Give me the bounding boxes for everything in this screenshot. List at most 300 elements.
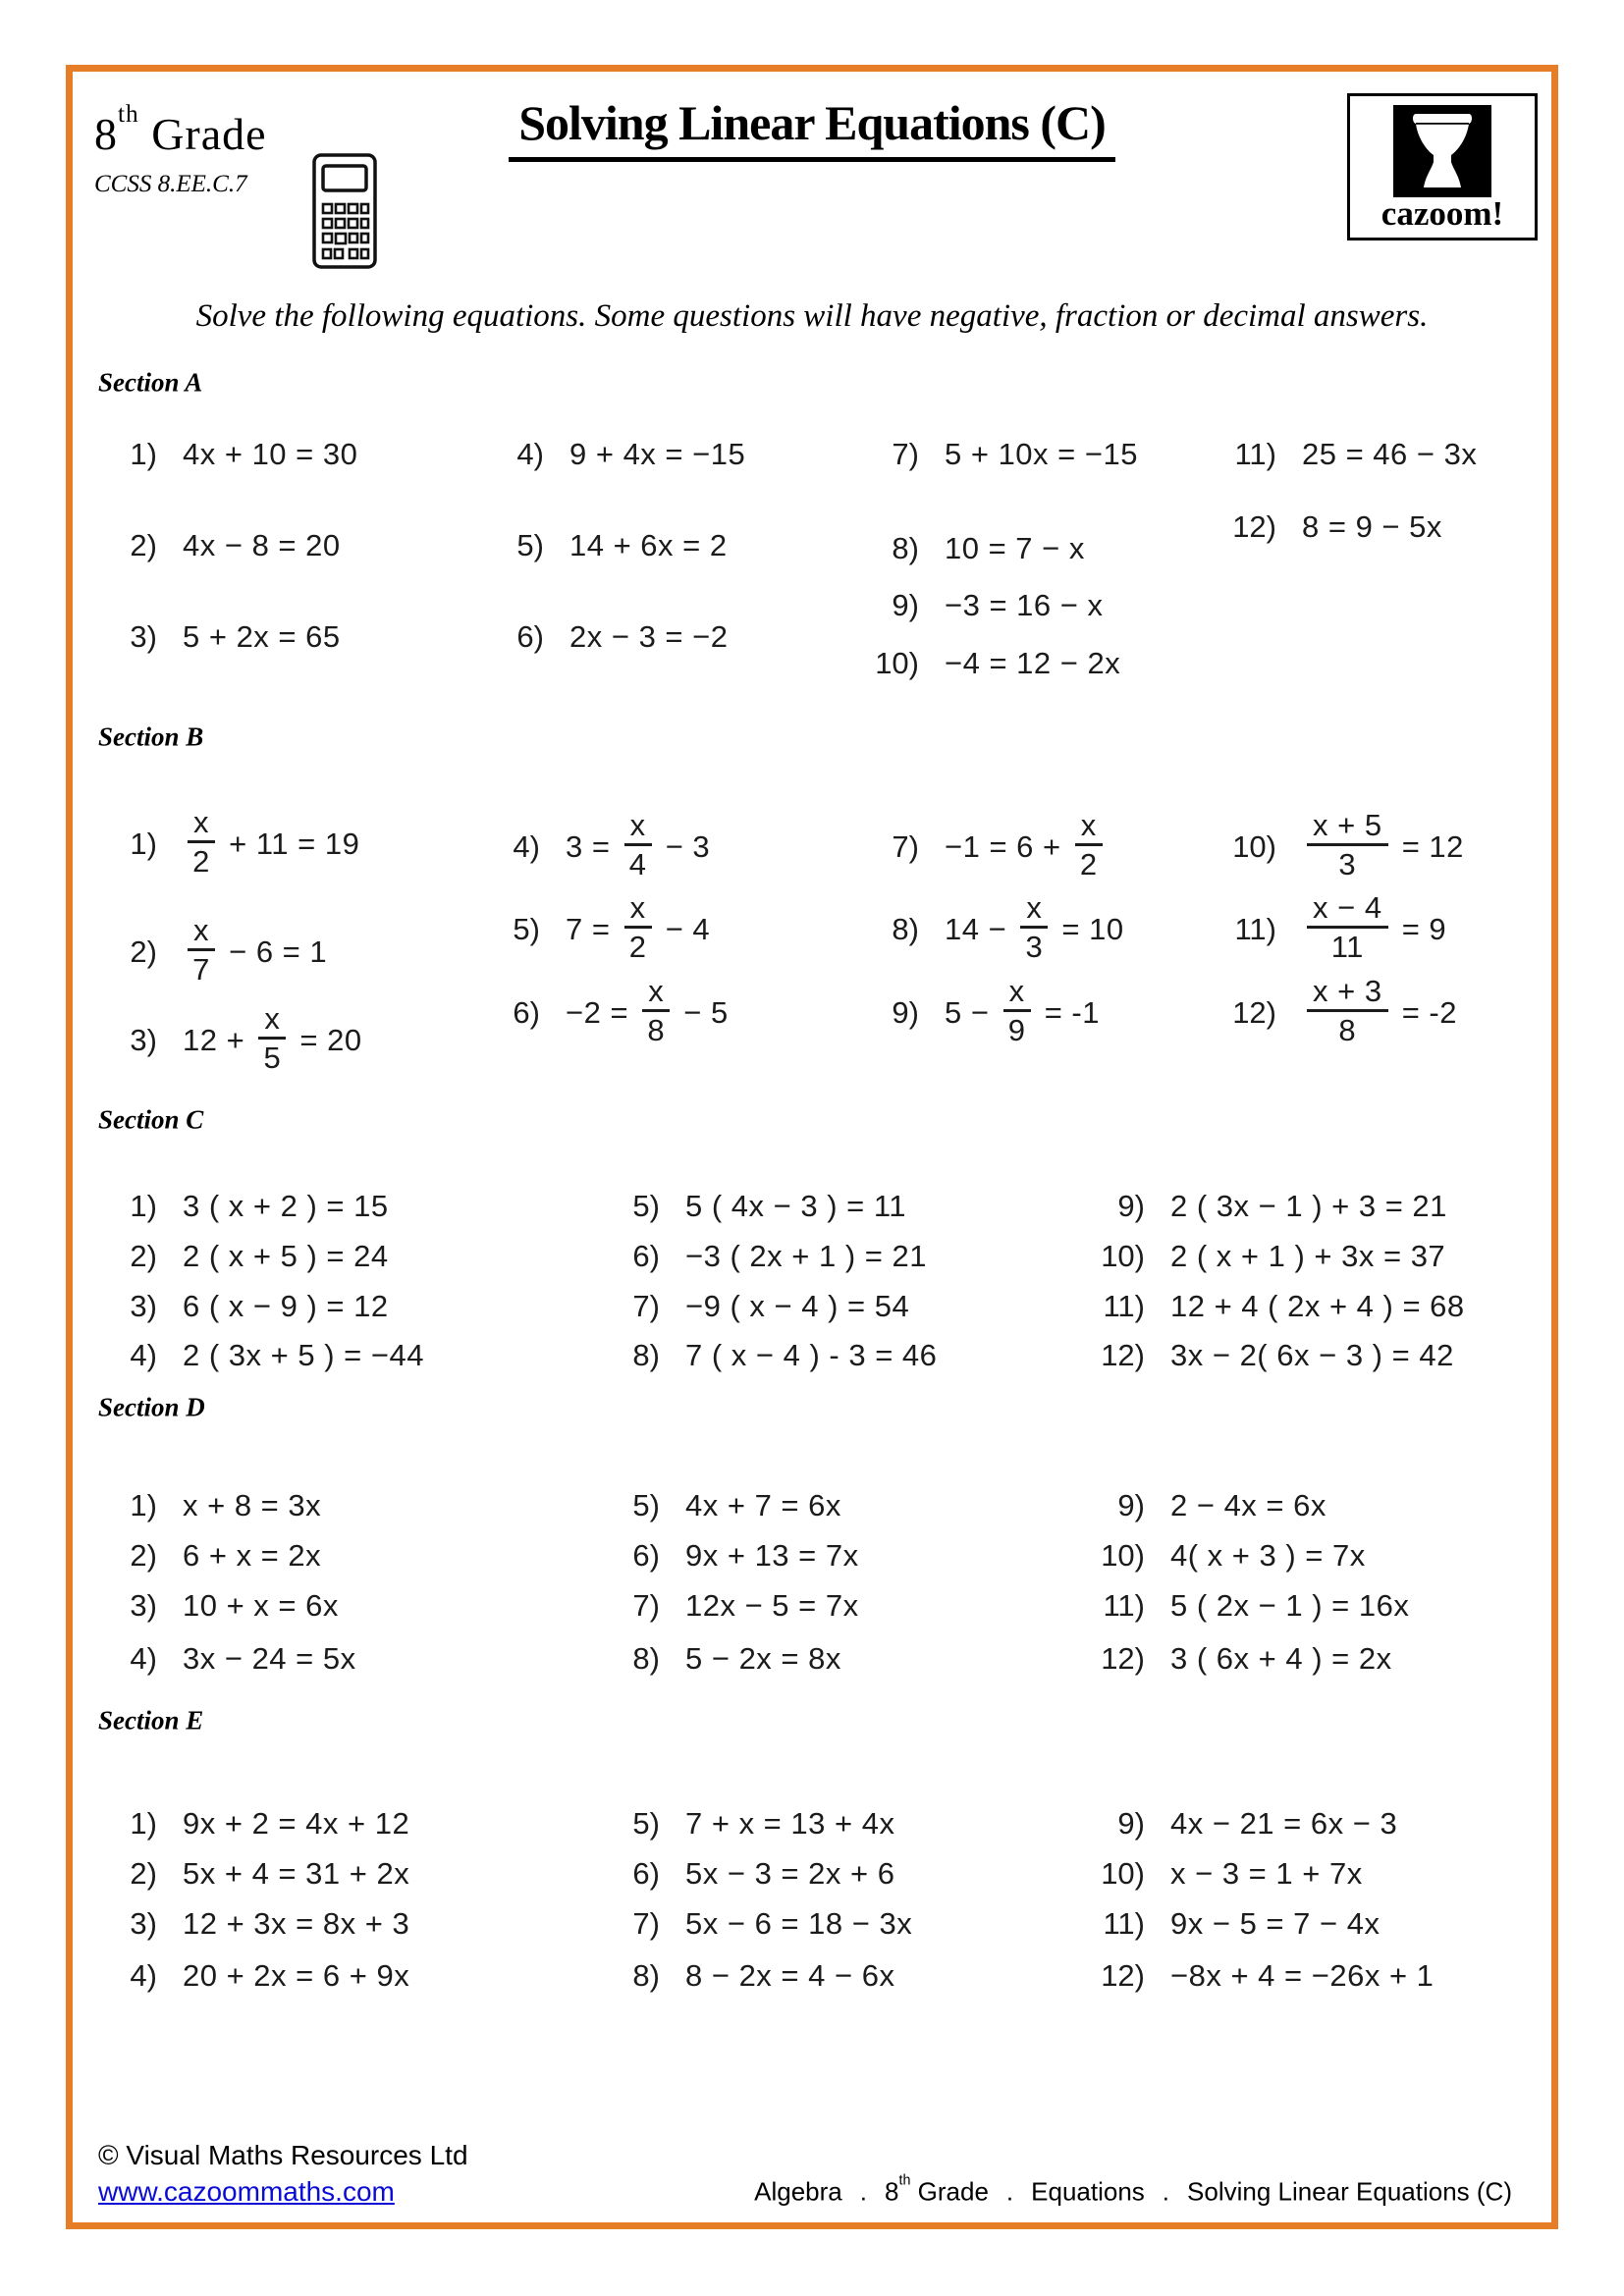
equation-text: 14 + 6x = 2 [569, 528, 728, 562]
equation-item [601, 1958, 894, 1994]
equation [1170, 1906, 1380, 1941]
equation-item [1086, 1338, 1454, 1373]
equation-item [860, 808, 1108, 885]
footer-copyright: © Visual Maths Resources Ltd [98, 2140, 468, 2170]
equation [183, 1538, 321, 1573]
question-number: 9) [1117, 1806, 1145, 1841]
equation-text: + 11 = 19 [220, 827, 360, 862]
equation-text: 4x + 10 = 30 [183, 437, 358, 471]
equation-item [98, 1806, 409, 1842]
equation-item [601, 1588, 859, 1624]
equation [183, 619, 341, 654]
equation [685, 1239, 927, 1273]
equation [183, 1239, 389, 1273]
equation [1170, 1641, 1392, 1676]
equation [1170, 1588, 1409, 1623]
equation-text: 5 − [945, 995, 999, 1031]
calculator-icon [312, 153, 377, 274]
equation [945, 974, 1100, 1048]
question-number: 10) [1101, 1856, 1145, 1891]
equation-item [1218, 890, 1447, 968]
equation-item [1086, 1806, 1397, 1842]
equation-text: 3 ( 6x + 4 ) = 2x [1170, 1641, 1392, 1676]
equation [685, 1588, 859, 1623]
fraction-numerator: x [1020, 891, 1048, 929]
equation-text: 20 + 2x = 6 + 9x [183, 1958, 410, 1993]
equation-item [98, 1289, 389, 1324]
fraction [642, 975, 670, 1047]
fraction-denominator: 2 [628, 930, 647, 965]
question-number: 6) [516, 619, 544, 654]
equation-text: 9x + 13 = 7x [685, 1538, 859, 1573]
equation [945, 531, 1085, 565]
equation [685, 1906, 912, 1941]
footer-breadcrumb [754, 2172, 1512, 2208]
equation [183, 1338, 424, 1372]
question-number: 4) [516, 437, 544, 471]
breadcrumb-grade-suffix: th [898, 2172, 911, 2189]
breadcrumb-grade-number: 8 [885, 2176, 899, 2207]
equation-item [481, 974, 729, 1051]
fraction [1307, 891, 1388, 964]
fraction [1307, 975, 1388, 1047]
equation-text: 9 + 4x = −15 [569, 437, 746, 471]
djembe-drum-icon [1393, 105, 1491, 197]
fraction-denominator: 3 [1025, 930, 1044, 965]
question-number: 12) [1101, 1641, 1145, 1676]
equation [1302, 509, 1442, 544]
fraction-denominator: 3 [1338, 847, 1357, 882]
equation-item [98, 805, 360, 882]
equation-item [601, 1641, 841, 1677]
question-number: 9) [892, 588, 919, 622]
section-label: Section C [98, 1104, 204, 1135]
breadcrumb-grade-word: Grade [917, 2176, 989, 2207]
equation [1170, 1289, 1465, 1323]
question-number: 3) [130, 1289, 157, 1323]
question-number: 1) [130, 1806, 157, 1841]
question-number: 10) [1101, 1538, 1145, 1573]
equation-text: = 12 [1392, 829, 1464, 865]
fraction [188, 806, 215, 879]
question-number: 9) [1117, 1189, 1145, 1223]
equation-item [601, 1906, 912, 1942]
equation-text: − 4 [656, 912, 711, 947]
equation [183, 805, 360, 880]
equation-text: 3x − 2( 6x − 3 ) = 42 [1170, 1338, 1454, 1372]
section-label: Section E [98, 1705, 204, 1735]
equation-item [1086, 1538, 1366, 1574]
equation-item [98, 1239, 389, 1274]
breadcrumb-topic: Solving Linear Equations (C) [1187, 2176, 1512, 2207]
fraction-numerator: x [258, 1002, 286, 1040]
equation-item [601, 1289, 909, 1324]
question-number: 2) [130, 1856, 157, 1891]
equation [183, 1588, 339, 1623]
question-number: 5) [632, 1806, 660, 1841]
question-number: 6) [632, 1538, 660, 1573]
equation-item [98, 1189, 389, 1224]
question-number: 12) [1101, 1958, 1145, 1993]
fraction-denominator: 8 [1338, 1013, 1357, 1048]
fraction-denominator: 5 [263, 1041, 282, 1076]
equation [566, 974, 729, 1048]
fraction-denominator: 11 [1330, 930, 1364, 965]
section-label: Section D [98, 1392, 205, 1422]
equation [685, 1538, 859, 1573]
fraction [188, 914, 215, 987]
grade-word: Grade [151, 109, 267, 159]
equation-text: −2 = [566, 995, 638, 1031]
equation-text: 8 − 2x = 4 − 6x [685, 1958, 895, 1993]
equation [1302, 437, 1477, 471]
equation-item [601, 1806, 894, 1842]
equation [1170, 1958, 1434, 1993]
question-number: 12) [1232, 509, 1276, 544]
question-number: 6) [632, 1856, 660, 1891]
equation-item [1086, 1958, 1434, 1994]
question-number: 12) [1232, 995, 1276, 1031]
fraction-numerator: x − 4 [1307, 891, 1388, 929]
fraction-numerator: x + 5 [1307, 809, 1388, 846]
equation-item [860, 588, 1103, 623]
equation-text: 10 + x = 6x [183, 1588, 339, 1623]
equation [1170, 1338, 1454, 1372]
equation-text: − 5 [675, 995, 729, 1031]
equation [685, 1641, 841, 1676]
question-number: 7) [632, 1588, 660, 1623]
question-number: 6) [513, 995, 540, 1031]
equation [183, 437, 357, 471]
fraction [1020, 891, 1048, 964]
equation-item [98, 437, 357, 472]
fraction [624, 891, 652, 964]
equation-text: −3 ( 2x + 1 ) = 21 [685, 1239, 927, 1273]
equation-item [601, 1338, 937, 1373]
fraction [624, 809, 652, 881]
equation-item [860, 890, 1124, 968]
grade-ordinal-suffix: th [118, 99, 139, 128]
page-border [66, 65, 1558, 2229]
equation-text: 14 − [945, 912, 1016, 947]
equation [183, 1856, 409, 1891]
equation-text: −3 = 16 − x [945, 588, 1104, 622]
fraction-numerator: x + 3 [1307, 975, 1388, 1012]
question-number: 1) [130, 437, 157, 471]
equation-text: 5x − 3 = 2x + 6 [685, 1856, 895, 1891]
equation-item [481, 890, 711, 968]
equation [1170, 1189, 1447, 1223]
equation-item [98, 1641, 356, 1677]
equation-text: 6 ( x − 9 ) = 12 [183, 1289, 389, 1323]
equation [183, 1001, 362, 1076]
equation-text: 12 + 3x = 8x + 3 [183, 1906, 410, 1941]
equation-text: 8 = 9 − 5x [1302, 509, 1442, 544]
question-number: 5) [513, 912, 540, 947]
equation-item [1086, 1641, 1392, 1677]
equation-text: 2 ( x + 1 ) + 3x = 37 [1170, 1239, 1446, 1273]
equation-item [98, 1338, 424, 1373]
equation-item [860, 646, 1120, 681]
question-number: 1) [130, 827, 157, 862]
question-number: 9) [1117, 1488, 1145, 1522]
equation-item [860, 437, 1138, 472]
equation-text: x + 8 = 3x [183, 1488, 322, 1522]
question-number: 11) [1234, 437, 1276, 471]
equation-item [1086, 1488, 1326, 1523]
equation [569, 437, 745, 471]
question-number: 4) [130, 1958, 157, 1993]
question-number: 3) [130, 619, 157, 654]
fraction [258, 1002, 286, 1075]
equation [1170, 1239, 1445, 1273]
equation-item [601, 1189, 906, 1224]
equation [1302, 890, 1447, 965]
equation-text: 5 ( 2x − 1 ) = 16x [1170, 1588, 1410, 1623]
fraction-denominator: 8 [647, 1013, 666, 1048]
equation-text: = 10 [1053, 912, 1124, 947]
equation-item [98, 1906, 409, 1942]
equation-item [1086, 1189, 1447, 1224]
equation-text: 12 + 4 ( 2x + 4 ) = 68 [1170, 1289, 1465, 1323]
equation [183, 1189, 389, 1223]
question-number: 7) [892, 829, 919, 865]
fraction [1307, 809, 1388, 881]
question-number: 2) [130, 528, 157, 562]
question-number: 8) [632, 1958, 660, 1993]
equation-text: 12x − 5 = 7x [685, 1588, 859, 1623]
equation-item [1218, 437, 1477, 472]
page-title: Solving Linear Equations (C) [509, 94, 1115, 162]
question-number: 12) [1101, 1338, 1145, 1372]
fraction-numerator: x [188, 914, 215, 951]
question-number: 3) [130, 1906, 157, 1941]
question-number: 7) [632, 1289, 660, 1323]
equation-item [1086, 1856, 1363, 1892]
question-number: 11) [1103, 1289, 1145, 1323]
question-number: 10) [1101, 1239, 1145, 1273]
equation-text: − 3 [656, 829, 711, 865]
equation [685, 1189, 906, 1223]
logo-text: cazoom! [1380, 194, 1504, 233]
equation-item [98, 1588, 339, 1624]
question-number: 8) [632, 1338, 660, 1372]
equation-item [1218, 509, 1442, 545]
equation-item [1086, 1906, 1380, 1942]
equation [183, 1641, 356, 1676]
equation [1170, 1806, 1397, 1841]
equation-text: 4x − 21 = 6x − 3 [1170, 1806, 1398, 1841]
equation-text: 7 = [566, 912, 620, 947]
question-number: 2) [130, 1538, 157, 1573]
equation-item [481, 808, 711, 885]
question-number: 8) [632, 1641, 660, 1676]
fraction [1003, 975, 1031, 1047]
question-number: 3) [130, 1588, 157, 1623]
equation-item [98, 528, 341, 563]
equation-text: x − 3 = 1 + 7x [1170, 1856, 1363, 1891]
breadcrumb-algebra: Algebra [754, 2176, 842, 2207]
equation [1302, 808, 1464, 882]
equation [945, 437, 1138, 471]
equation-text: = -2 [1392, 995, 1457, 1031]
question-number: 5) [632, 1189, 660, 1223]
question-number: 7) [632, 1906, 660, 1941]
equation-text: 2 − 4x = 6x [1170, 1488, 1326, 1522]
fraction-numerator: x [1003, 975, 1031, 1012]
equation [183, 913, 328, 988]
equation [685, 1856, 894, 1891]
fraction-numerator: x [624, 891, 652, 929]
equation [566, 808, 711, 882]
question-number: 11) [1103, 1588, 1145, 1623]
section-label: Section B [98, 721, 204, 752]
equation-text: 2 ( x + 5 ) = 24 [183, 1239, 389, 1273]
equation-item [98, 1856, 409, 1892]
equation [566, 890, 711, 965]
fraction-denominator: 7 [192, 952, 210, 988]
ccss-standard: CCSS 8.EE.C.7 [94, 171, 247, 197]
equation-text: 6 + x = 2x [183, 1538, 322, 1573]
question-number: 2) [130, 934, 157, 970]
equation-text: −4 = 12 − 2x [945, 646, 1121, 680]
question-number: 9) [892, 995, 919, 1031]
grade-number: 8 [94, 109, 118, 159]
equation-text: 2x − 3 = −2 [569, 619, 729, 654]
question-number: 10) [875, 646, 919, 680]
breadcrumb-separator: . [1162, 2176, 1170, 2207]
fraction-numerator: x [1075, 809, 1103, 846]
question-number: 11) [1103, 1906, 1145, 1941]
question-number: 4) [513, 829, 540, 865]
equation-text: −8x + 4 = −26x + 1 [1170, 1958, 1435, 1993]
equation-text: 3 = [566, 829, 620, 865]
equation [945, 588, 1103, 622]
question-number: 8) [892, 531, 919, 565]
equation-text: 4( x + 3 ) = 7x [1170, 1538, 1366, 1573]
equation-item [601, 1538, 859, 1574]
question-number: 1) [130, 1189, 157, 1223]
equation [183, 1958, 409, 1993]
question-number: 4) [130, 1338, 157, 1372]
equation [183, 1806, 409, 1841]
equation [183, 528, 341, 562]
equation [183, 1289, 389, 1323]
equation-text: 2 ( 3x + 5 ) = −44 [183, 1338, 424, 1372]
equation-text: 2 ( 3x − 1 ) + 3 = 21 [1170, 1189, 1447, 1223]
equation [945, 808, 1108, 882]
question-number: 11) [1234, 912, 1276, 947]
equation-item [860, 974, 1100, 1051]
equation-text: − 6 = 1 [220, 934, 328, 970]
equation-text: 5x − 6 = 18 − 3x [685, 1906, 913, 1941]
fraction-denominator: 2 [192, 844, 210, 880]
question-number: 4) [130, 1641, 157, 1676]
fraction-numerator: x [642, 975, 670, 1012]
equation-text: 5 − 2x = 8x [685, 1641, 841, 1676]
equation-item [98, 619, 341, 655]
equation [685, 1958, 894, 1993]
equation-item [860, 531, 1085, 566]
equation [1302, 974, 1457, 1048]
fraction [1075, 809, 1103, 881]
equation-text: 3x − 24 = 5x [183, 1641, 356, 1676]
equation-item [485, 619, 728, 655]
equation [1170, 1538, 1366, 1573]
equation-text: 7 + x = 13 + 4x [685, 1806, 895, 1841]
equation-text: 5 + 2x = 65 [183, 619, 341, 654]
equation-text: 5 + 10x = −15 [945, 437, 1138, 471]
equation-item [1086, 1239, 1445, 1274]
equation-text: 4x + 7 = 6x [685, 1488, 841, 1522]
equation [945, 890, 1124, 965]
equation-text: 7 ( x − 4 ) - 3 = 46 [685, 1338, 938, 1372]
equation-item [98, 1958, 409, 1994]
equation-text: 4x − 8 = 20 [183, 528, 341, 562]
equation-text: −9 ( x − 4 ) = 54 [685, 1289, 910, 1323]
footer-website-link[interactable]: www.cazoommaths.com [98, 2176, 395, 2207]
question-number: 5) [632, 1488, 660, 1522]
equation-item [1218, 808, 1464, 885]
fraction-denominator: 2 [1079, 847, 1098, 882]
question-number: 8) [892, 912, 919, 947]
question-number: 3) [130, 1023, 157, 1058]
equation [685, 1806, 894, 1841]
fraction-denominator: 4 [628, 847, 647, 882]
equation-item [98, 913, 328, 990]
question-number: 7) [892, 437, 919, 471]
breadcrumb-equations: Equations [1031, 2176, 1145, 2207]
question-number: 1) [130, 1488, 157, 1522]
equation-text: = -1 [1035, 995, 1100, 1031]
fraction-numerator: x [188, 806, 215, 843]
equation-text: 9x + 2 = 4x + 12 [183, 1806, 410, 1841]
equation [685, 1488, 841, 1522]
fraction-denominator: 9 [1007, 1013, 1026, 1048]
equation-text: 12 + [183, 1023, 254, 1058]
equation-item [601, 1239, 927, 1274]
equation [569, 619, 728, 654]
equation-item [485, 437, 745, 472]
equation-item [98, 1488, 321, 1523]
equation-item [601, 1488, 841, 1523]
equation [1170, 1488, 1326, 1522]
question-number: 2) [130, 1239, 157, 1273]
equation-text: 3 ( x + 2 ) = 15 [183, 1189, 389, 1223]
equation-text: 5x + 4 = 31 + 2x [183, 1856, 410, 1891]
equation [685, 1289, 909, 1323]
question-number: 5) [516, 528, 544, 562]
equation-item [98, 1538, 321, 1574]
equation-text: −1 = 6 + [945, 829, 1070, 865]
equation [569, 528, 728, 562]
cazoom-logo [1347, 93, 1538, 240]
equation-text: 10 = 7 − x [945, 531, 1085, 565]
fraction-numerator: x [624, 809, 652, 846]
equation-text: 5 ( 4x − 3 ) = 11 [685, 1189, 907, 1223]
equation [183, 1906, 409, 1941]
equation [945, 646, 1120, 680]
equation-text: = 9 [1392, 912, 1447, 947]
breadcrumb-separator: . [1005, 2176, 1014, 2207]
section-label: Section A [98, 367, 203, 398]
equation-item [1086, 1588, 1409, 1624]
question-number: 10) [1232, 829, 1276, 865]
equation-text: = 20 [291, 1023, 362, 1058]
equation [183, 1488, 321, 1522]
equation-item [98, 1001, 362, 1079]
equation-item [485, 528, 728, 563]
